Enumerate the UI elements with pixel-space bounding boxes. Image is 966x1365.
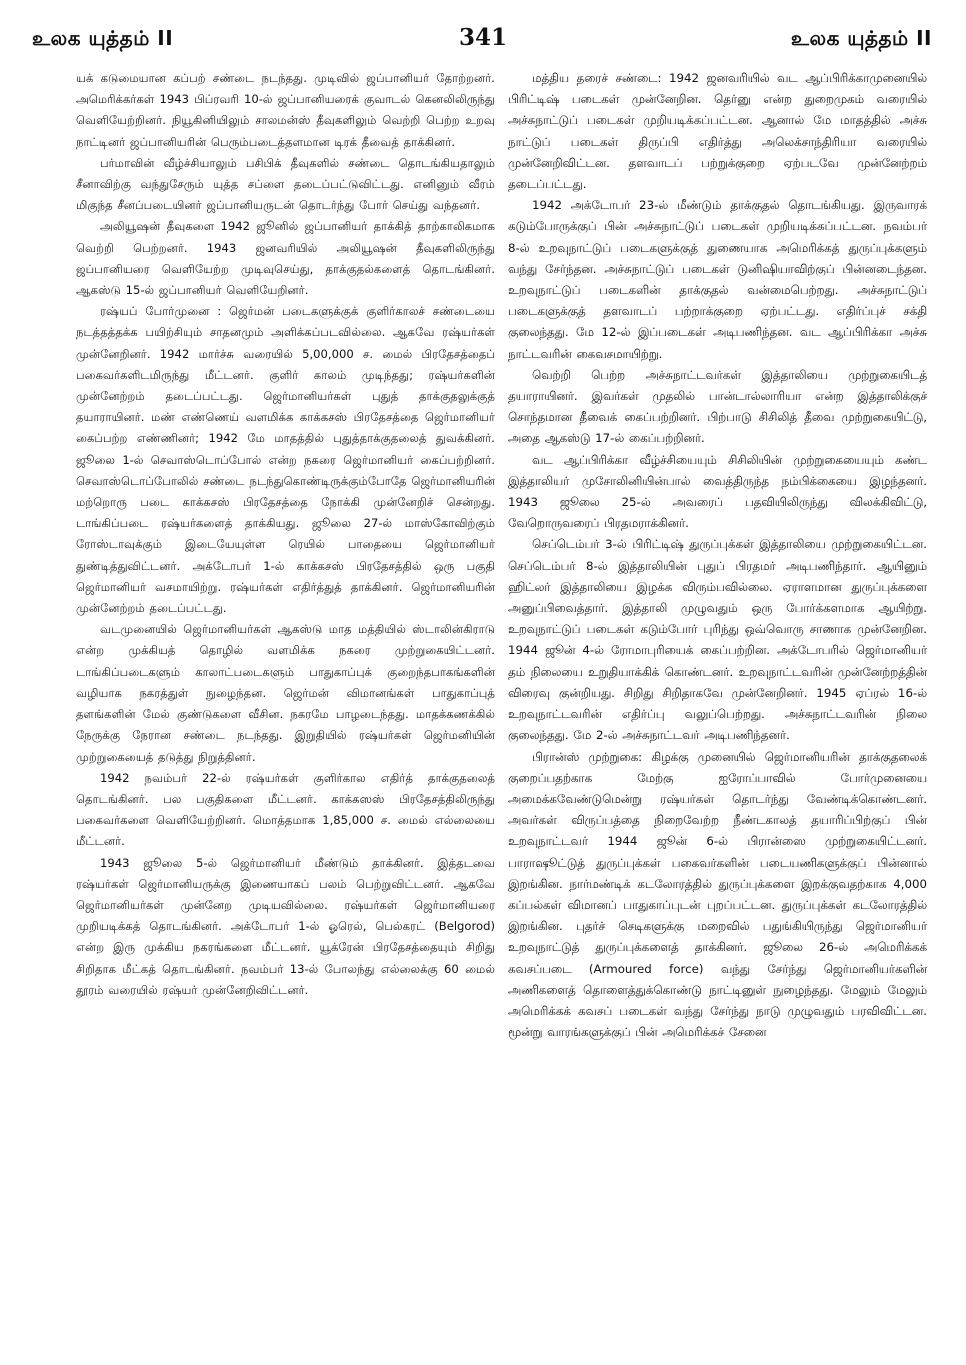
page-header	[30, 26, 936, 60]
paragraph: 1942 அக்டோபர் 23-ல் மீண்டும் தாக்குதல் தொடங்கியது. இருவாரக் கடும்போருக்குப் பின் அச்சுநாட்டுப் படைகள் முறியடிக்கப்பட்டன. நவம்பர் 8-ல் உறவுநாட்டுப் படைகளுக்குத் துணையாக அமெரிக்கத் துருப்புக்களும் வந்து சேர்ந்தன. அச்சுநாட்டுப் படைகள் டுனிஷியாவிற்குப் பின்னடைந்தன. உறவுநாட்டுப் படைகளின் தாக்குதல் வன்மைபெற்றது. அச்சுநாட்டுப் படைகளுக்குத் தளவாடப் பற்றாக்குறை ஏற்பட்டது. எதிர்ப்புச் சக்தி குலைந்தது. மே 12-ல் இப்படைகள் அடிபணிந்தன. வட ஆப்பிரிக்கா அச்சு நாட்டவரின் கைவசமாயிற்று.	[508, 198, 927, 361]
paragraph: வட ஆப்பிரிக்கா வீழ்ச்சியையும் சிசிலியின் முற்றுகையையும் கண்ட இத்தாலியர் முசோலினியின்பால் வைத்திருந்த நம்பிக்கையை இழந்தனர். 1943 ஜூலை 25-ல் அவரைப் பதவியிலிருந்து விலக்கிவிட்டு, வேறொருவரைப் பிரதமராக்கினர்.	[508, 452, 927, 531]
paragraph: 1942 நவம்பர் 22-ல் ரஷ்யர்கள் குளிர்கால எதிர்த் தாக்குதலைத் தொடங்கினர். பல பகுதிகளை மீட்டனர். காக்கஸஸ் பிரதேசத்திலிருந்து பகைவர்களை வெளியேற்றினர். மொத்தமாக 1,85,000 ச. மைல் எல்லையை மீட்டனர்.	[76, 770, 495, 849]
paragraph: பிரான்ஸ் முற்றுகை: கிழக்கு முனையில் ஜெர்மானியரின் தாக்குதலைக் குறைப்பதற்காக மேற்கு ஐரோப்பாவில் போர்முனையை அமைக்கவேண்டுமென்று ரஷ்யர்கள் தொடர்ந்து வேண்டிக்கொண்டனர். அவர்கள் விருப்பத்தை நிறைவேற்ற நீண்டகாலத் தயாரிப்பிற்குப் பின் உறவுநாட்டவர் 1944 ஜூன் 6-ல் பிரான்ஸை முற்றுகையிட்டனர். பாராஷூட்டுத் துருப்புக்கள் பகைவர்களின் படையணிகளுக்குப் பின்னால் இறங்கின. நார்மண்டிக் கடலோரத்தில் துருப்புக்களை இறக்குவதற்காக 4,000 கப்பல்கள் விமானப் பாதுகாப்புடன் புறப்பட்டன. துருப்புக்கள் கடலோரத்தில் இறங்கின. புதர்ச் செடிகளுக்கு மறைவில் பதுங்கியிருந்து ஜெர்மானியர் உறவுநாட்டுத் துருப்புக்களைத் தாக்கினர். ஜூலை 26-ல் அமெரிக்கக் கவசப்படை (Armoured force) வந்து சேர்ந்து ஜெர்மானியர்களின் அணிகளைத் தொளைத்துக்கொண்டு நாட்டினுள் நுழைந்தது. மேலும் மேலும் அமெரிக்கக் கவசப் படைகள் வந்து சேர்ந்து நாடு முழுவதும் பரவிவிட்டன. மூன்று வாரங்களுக்குப் பின் அமெரிக்கச் சேனை	[508, 749, 927, 1040]
paragraph: மத்திய தரைச் சண்டை: 1942 ஜனவரியில் வட ஆப்பிரிக்காமுனையில் பிரிட்டிஷ் படைகள் முன்னேறின. தெர்னு என்ற துறைமுகம் வரையில் அச்சுநாட்டுப் படைகள் முறியடிக்கப்பட்டன. ஆனால் மே மாதத்தில் அச்சு நாட்டுப் படைகள் திருப்பி எதிர்த்து அலெக்சாந்திரியா வரையில் முன்னேறிவிட்டன. தளவாடப் பற்றுக்குறை ஏற்படவே முன்னேற்றம் தடைப்பட்டது.	[508, 71, 927, 192]
paragraph: அலியூஷன் தீவுகளை 1942 ஜூனில் ஜப்பானியர் தாக்கித் தாற்காலிகமாக வெற்றி பெற்றனர். 1943 ஜனவரியில் அலியூஷன் தீவுகளிலிருந்து ஜப்பானியரை வெளியேற்ற முடிவுசெய்து, தாக்குதல்களைத் தொடங்கினர். ஆகஸ்டு 15-ல் ஜப்பானியர் வெளியேறினர்.	[76, 219, 495, 298]
right-text-column	[508, 68, 927, 1353]
paragraph: பர்மாவின் வீழ்ச்சியாலும் பசிபிக் தீவுகளில் சண்டை தொடங்கியதாலும் சீனாவிற்கு வந்துசேரும் யுத்த சப்ளை தடைப்பட்டுவிட்டது. எனினும் வீரம் மிகுந்த சீனப்படையினர் ஜப்பானியருடன் தொடர்ந்து போர் செய்து வந்தனர்.	[76, 155, 495, 213]
paragraph: செப்டெம்பர் 3-ல் பிரிட்டிஷ் துருப்புக்கள் இத்தாலியை முற்றுகையிட்டன. செப்டெம்பர் 8-ல் இத்தாலியின் புதுப் பிரதமர் அடிபணிந்தார். ஆயினும் ஹிட்லர் இத்தாலியை இழக்க விரும்பவில்லை. ஏராளமான துருப்புக்களை அனுப்பிவைத்தார். இத்தாலி முழுவதும் ஒரு போர்க்களமாக ஆயிற்று. உறவுநாட்டுப் படைகள் கடும்போர் புரிந்து ஒவ்வொரு சாணாக முன்னேறின. 1944 ஜூன் 4-ல் ரோமாபுரியைக் கைப்பற்றின. அக்டோபரில் ஜெர்மானியர் தம் நிலையை உறுதியாக்கிக் கொண்டனர். உறவுநாட்டவரின் முன்னேற்றத்தின் விரைவு குன்றியது. சிறிது சிறிதாகவே முன்னேறினர். 1945 ஏப்ரல் 16-ல் உறவுநாட்டவரின் எதிர்ப்பு வலுப்பெற்றது. அச்சுநாட்டவரின் நிலை குலைந்தது. மே 2-ல் அச்சுநாட்டவர் அடிபணிந்தனர்.	[508, 537, 927, 743]
paragraph: ரஷ்யப் போர்முனை : ஜெர்மன் படைகளுக்குக் குளிர்காலச் சண்டையை நடத்தத்தக்க பயிற்சியும் சாதனமும் அளிக்கப்படவில்லை. ஆகவே ரஷ்யர்கள் முன்னேறினர். 1942 மார்ச்சு வரையில் 5,00,000 ச. மைல் பிரதேசத்தைப் பகைவர்களிடமிருந்து மீட்டனர். குளிர் காலம் முடிந்தது; ரஷ்யர்களின் முன்னேற்றம் தடைப்பட்டது. ஜெர்மானியர்கள் புதுத் தாக்குதலுக்குத் தயாராயினர். மண் எண்ணெய் வளமிக்க காக்கசஸ் பிரதேசத்தை ஜெர்மானியர் கைப்பற்ற எண்ணினர்; 1942 மே மாதத்தில் புதுத்தாக்குதலைத் துவக்கினர். ஜூலை 1-ல் செவாஸ்டொப்போல் என்ற நகரை ஜெர்மானியர் கைப்பற்றினர். செவாஸ்டொப்போலில் சண்டை நடந்துகொண்டிருக்கும்போதே ஜெர்மானியரின் மற்றொரு படை காக்கசஸ் பிரதேசத்தை நோக்கி முன்னேறிச் சென்றது. டாங்கிப்படை ரஷ்யர்களைத் தாக்கியது. ஜூலை 27-ல் மாஸ்கோவிற்கும் ரோஸ்டாவுக்கும் இடையேயுள்ள ரெயில் பாதையை ஜெர்மானியர் துண்டித்துவிட்டனர். அக்டோபர் 1-ல் காக்கசஸ் பிரதேசத்தில் ஒரு பகுதி ஜெர்மானியர் வசமாயிற்று. ரஷ்யர்கள் எதிர்த்துத் தாக்கினர். ஜெர்மானியரின் முன்னேற்றம் தடைப்பட்டது.	[76, 304, 495, 616]
paragraph: வெற்றி பெற்ற அச்சுநாட்டவர்கள் இத்தாலியை முற்றுகையிடத் தயாராயினர். இவர்கள் முதலில் பான்டால்லாரியா என்ற இத்தாலிக்குச் சொந்தமான தீவைக் கைப்பற்றினர். பிற்பாடு சிசிலித் தீவை முற்றுகையிட்டு, அதை ஆகஸ்டு 17-ல் கைப்பற்றினர்.	[508, 367, 927, 446]
running-head-left: உலக யுத்தம் II	[32, 26, 174, 50]
page-number: 341	[458, 24, 507, 51]
paragraph: வடமுனையில் ஜெர்மானியர்கள் ஆகஸ்டு மாத மத்தியில் ஸ்டாலின்கிராடு என்ற முக்கியத் தொழில் வளமிக்க நகரை முற்றுகையிட்டனர். டாங்கிப்படைகளும் காலாட்படைகளும் பாதுகாப்புக் குறைந்தபாகங்களின் வழியாக நகரத்துள் நுழைந்தன. ஜெர்மன் விமானங்கள் பாதுகாப்புத் தளங்களின் மேல் குண்டுகளை வீசின. நகரமே பாழடைந்தது. மாதக்கணக்கில் நேருக்கு நேரான சண்டை நடந்தது. இறுதியில் ரஷ்யர்கள் ஜெர்மனியின் முற்றுகையைத் தடுத்து நிறுத்தினர்.	[76, 622, 495, 764]
paragraph: 1943 ஜூலை 5-ல் ஜெர்மானியர் மீண்டும் தாக்கினர். இத்தடவை ரஷ்யர்கள் ஜெர்மானியருக்கு இணையாகப் பலம் பெற்றுவிட்டனர். ஆகவே ஜெர்மானியர்கள் முன்னேற முடியவில்லை. ரஷ்யர்கள் ஜெர்மானியரை முறியடிக்கத் தொடங்கினர். அக்டோபர் 1-ல் ஓரெல், பெல்கரட் (Belgorod) என்ற இரு முக்கிய நகரங்களை மீட்டனர். யூக்ரேன் பிரதேசத்தையும் சிறிது சிறிதாக மீட்கத் தொடங்கினர். நவம்பர் 13-ல் போலந்து எல்லைக்கு 60 மைல் தூரம் வரையில் ரஷ்யர் முன்னேறிவிட்டனர்.	[76, 855, 495, 997]
running-head-right: உலக யுத்தம் II	[790, 26, 932, 50]
left-text-column	[76, 68, 495, 1353]
paragraph: யக் கடுமையான கப்பற் சண்டை நடந்தது. முடிவில் ஜப்பானியர் தோற்றனர். அமெரிக்கர்கள் 1943 பிப்ரவரி 10-ல் ஜப்பானியரைக் குவாடல் கெனலிலிருந்து வெளியேற்றினர். நியூகினியிலும் சாலமன்ஸ் தீவுகளிலும் வெற்றி பெற்ற உறவு நாட்டினர் ஜப்பானியரின் பெரும்படைத்தளமான டிரக் தீவைத் தாக்கினர்.	[76, 71, 495, 149]
